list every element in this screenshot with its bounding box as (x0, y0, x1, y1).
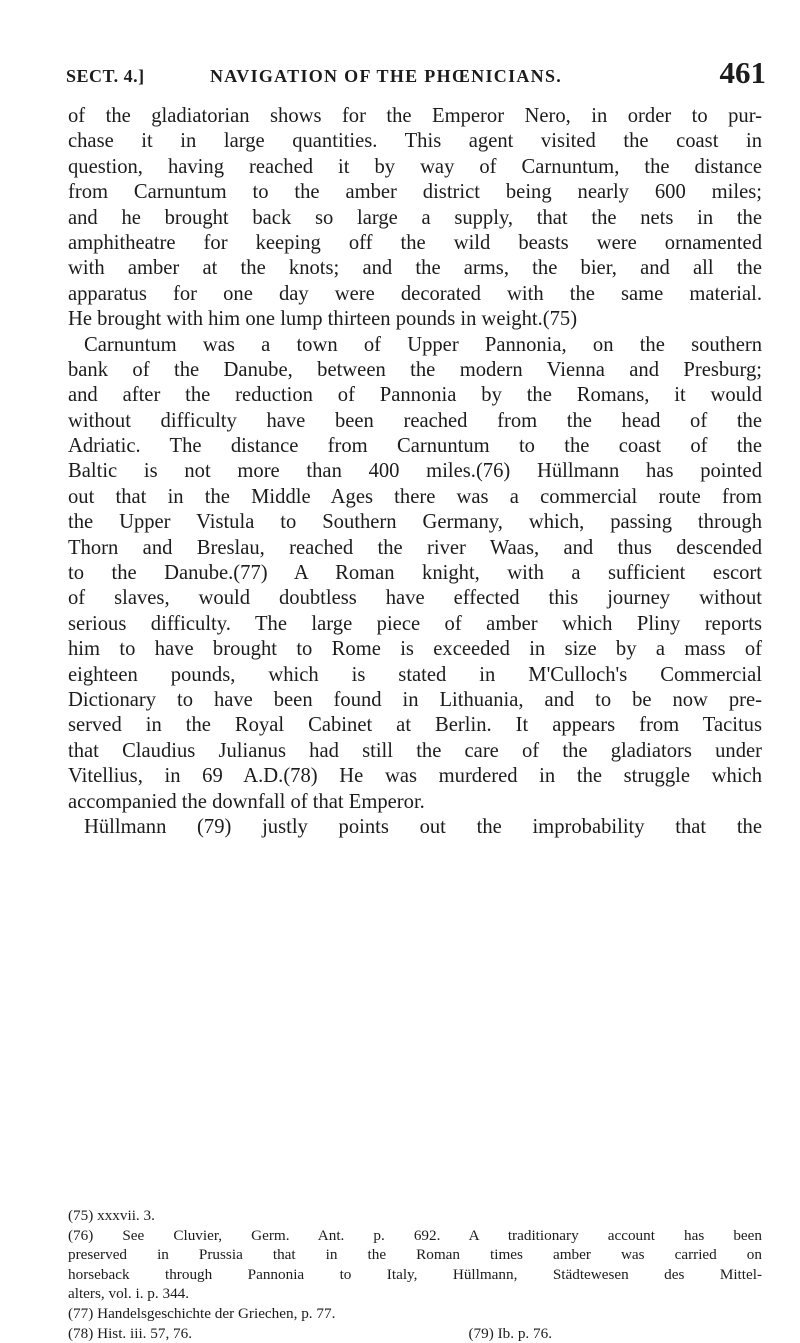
body-line: of the gladiatorian shows for the Emperor Nero, in order to pur- (68, 105, 762, 127)
footnote-76-line: alters, vol. i. p. 344. (68, 1285, 190, 1303)
footnote-row (68, 1324, 552, 1343)
section-label: SECT. 4.] (66, 66, 145, 86)
footnote-77: (77) Handelsgeschichte der Griechen, p. 77. (68, 1304, 336, 1322)
page-number: 461 (719, 55, 766, 90)
body-line: served in the Royal Cabinet at Berlin. It appears from Tacitus (68, 714, 762, 737)
body-line: amphitheatre for keeping off the wild beasts were ornamented (68, 231, 762, 254)
body-line: Hüllmann (79) justly points out the improbability that the (84, 815, 762, 838)
body-line: apparatus for one day were decorated with the same material. (68, 282, 762, 305)
body-line: and after the reduction of Pannonia by the Romans, it would (68, 384, 762, 407)
body-line: without difficulty have been reached from the head of the (68, 409, 762, 432)
body-line: serious difficulty. The large piece of amber which Pliny reports (68, 612, 762, 635)
body-line: bank of the Danube, between the modern Vienna and Presburg; (68, 358, 762, 381)
body-line: Dictionary to have been found in Lithuania, and to be now pre- (68, 688, 762, 711)
body-line: the Upper Vistula to Southern Germany, which, passing through (68, 511, 762, 534)
body-line: out that in the Middle Ages there was a commercial route from (68, 485, 762, 508)
body-line: of slaves, would doubtless have effected this journey without (68, 587, 762, 610)
body-line: Thorn and Breslau, reached the river Waas, and thus descended (68, 536, 762, 559)
body-text (68, 104, 762, 840)
body-line: He brought with him one lump thirteen pounds in weight.(75) (68, 308, 578, 331)
body-line: with amber at the knots; and the arms, the bier, and all the (68, 257, 762, 280)
footnote-75: (75) xxxvii. 3. (68, 1207, 155, 1224)
footnote-79: (79) Ib. p. 76. (468, 1324, 552, 1342)
body-line: question, having reached it by way of Carnuntum, the distance (68, 155, 762, 178)
body-line: that Claudius Julianus had still the care of the gladiators under (68, 739, 762, 762)
footnote-78: (78) Hist. iii. 57, 76. (68, 1324, 193, 1342)
body-line: and he brought back so large a supply, that the nets in the (68, 206, 762, 229)
body-line: to the Danube.(77) A Roman knight, with a sufficient escort (68, 562, 762, 585)
body-line: accompanied the downfall of that Emperor. (68, 790, 425, 813)
body-line: Baltic is not more than 400 miles.(76) Hüllmann has pointed (68, 460, 762, 483)
running-title: NAVIGATION OF THE PHŒNICIANS. (210, 66, 563, 86)
footnotes (68, 1206, 762, 1343)
body-line: Vitellius, in 69 A.D.(78) He was murdered in the struggle which (68, 765, 762, 788)
body-line: chase it in large quantities. This agent visited the coast in (68, 130, 762, 153)
running-header (66, 54, 766, 94)
body-line: Carnuntum was a town of Upper Pannonia, on the southern (84, 333, 762, 356)
footnote-76-line: horseback through Pannonia to Italy, Hüllmann, Städtewesen des Mittel- (68, 1265, 762, 1283)
footnote-76-line: (76) See Cluvier, Germ. Ant. p. 692. A traditionary account has been (68, 1226, 762, 1244)
body-line: Adriatic. The distance from Carnuntum to the coast of the (68, 435, 762, 458)
body-line: eighteen pounds, which is stated in M'Culloch's Commercial (68, 663, 762, 686)
body-line: from Carnuntum to the amber district being nearly 600 miles; (68, 181, 762, 204)
footnote-76-line: preserved in Prussia that in the Roman times amber was carried on (68, 1246, 762, 1264)
body-line: him to have brought to Rome is exceeded in size by a mass of (68, 638, 762, 661)
